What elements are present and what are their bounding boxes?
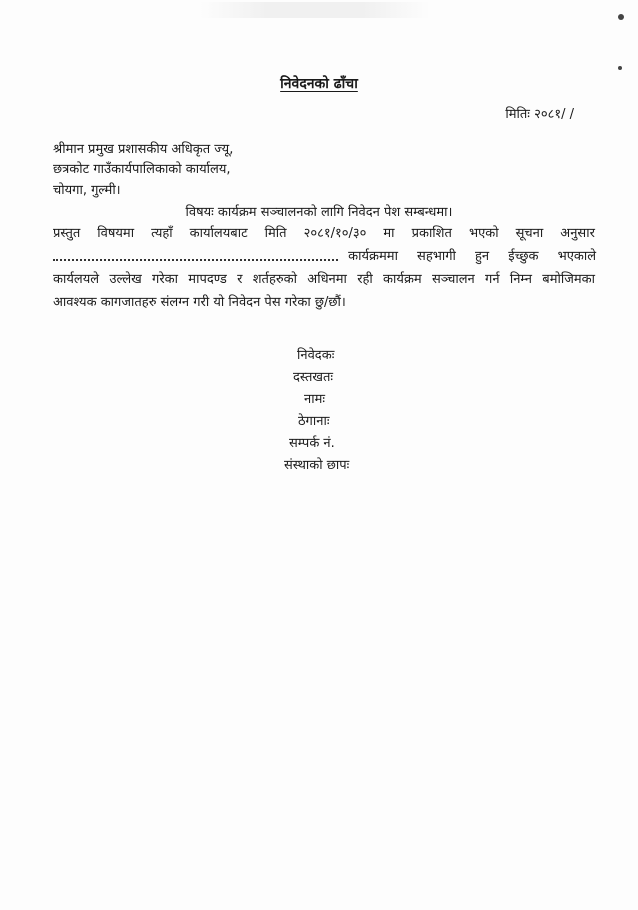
body-word: रही [357, 272, 373, 287]
body-line-2 [53, 246, 595, 264]
body-word: अधिनमा [307, 272, 347, 287]
scan-speck [618, 14, 624, 20]
body-word: गर्न [485, 272, 500, 287]
body-word: मा [383, 226, 395, 241]
date-field: मितिः २०८१/ / [505, 107, 574, 122]
recipient-line-3: चोयगा, गुल्मी। [53, 183, 121, 198]
body-word: कार्यालयबाट [189, 226, 248, 241]
body-word: कार्यलयले [53, 272, 100, 287]
body-word: उल्लेख [109, 272, 142, 287]
document-title: निवेदनको ढाँचा [280, 76, 358, 92]
body-word: सञ्चालन [431, 272, 475, 287]
name-label: नामः [304, 392, 325, 407]
applicant-label: निवेदकः [297, 348, 335, 363]
body-word: सूचना [515, 226, 544, 241]
address-label: ठेगानाः [298, 414, 330, 429]
body-word: कार्यक्रम [383, 272, 422, 287]
body-word: भएको [468, 226, 499, 241]
body-word: ईच्छुक [508, 249, 539, 264]
body-line-1 [53, 223, 595, 241]
subject-line: विषयः कार्यक्रम सञ्चालनको लागि निवेदन पेश सम्बन्धमा। [185, 205, 453, 220]
body-line-2-text [348, 246, 596, 264]
body-word: विषयमा [97, 226, 135, 241]
body-word: निम्न [509, 272, 533, 287]
body-line-3 [53, 269, 595, 287]
blank-fill-line [53, 249, 338, 261]
body-word: त्यहाँ [151, 226, 173, 241]
body-word: भएकाले [557, 249, 597, 264]
body-word: कार्यक्रममा [348, 249, 398, 264]
body-word: बमोजिमका [542, 272, 595, 287]
contact-number-label: सम्पर्क नं. [289, 436, 335, 451]
body-word: सहभागी [417, 249, 456, 264]
body-line-4: आवश्यक कागजातहरु संलग्न गरी यो निवेदन पेस गरेका छु/छौं। [53, 295, 346, 310]
bleed-through-mark [200, 2, 430, 18]
body-word: र [237, 272, 243, 287]
recipient-line-2: छत्रकोट गाउँकार्यपालिकाको कार्यालय, [53, 162, 231, 177]
signature-label: दस्तखतः [293, 370, 334, 385]
organization-stamp-label: संस्थाको छापः [284, 458, 350, 473]
body-word: अनुसार [560, 226, 595, 241]
body-word: शर्तहरुको [252, 272, 297, 287]
body-word: गरेका [152, 272, 179, 287]
scan-speck [618, 66, 622, 70]
body-word: २०८१/१०/३० [303, 226, 367, 241]
body-word: हुन [475, 249, 490, 264]
body-word: मापदण्ड [188, 272, 227, 287]
body-word: प्रस्तुत [53, 226, 81, 241]
recipient-line-1: श्रीमान प्रमुख प्रशासकीय अधिकृत ज्यू, [53, 142, 234, 157]
body-word: मिति [264, 226, 287, 241]
body-word: प्रकाशित [411, 226, 452, 241]
